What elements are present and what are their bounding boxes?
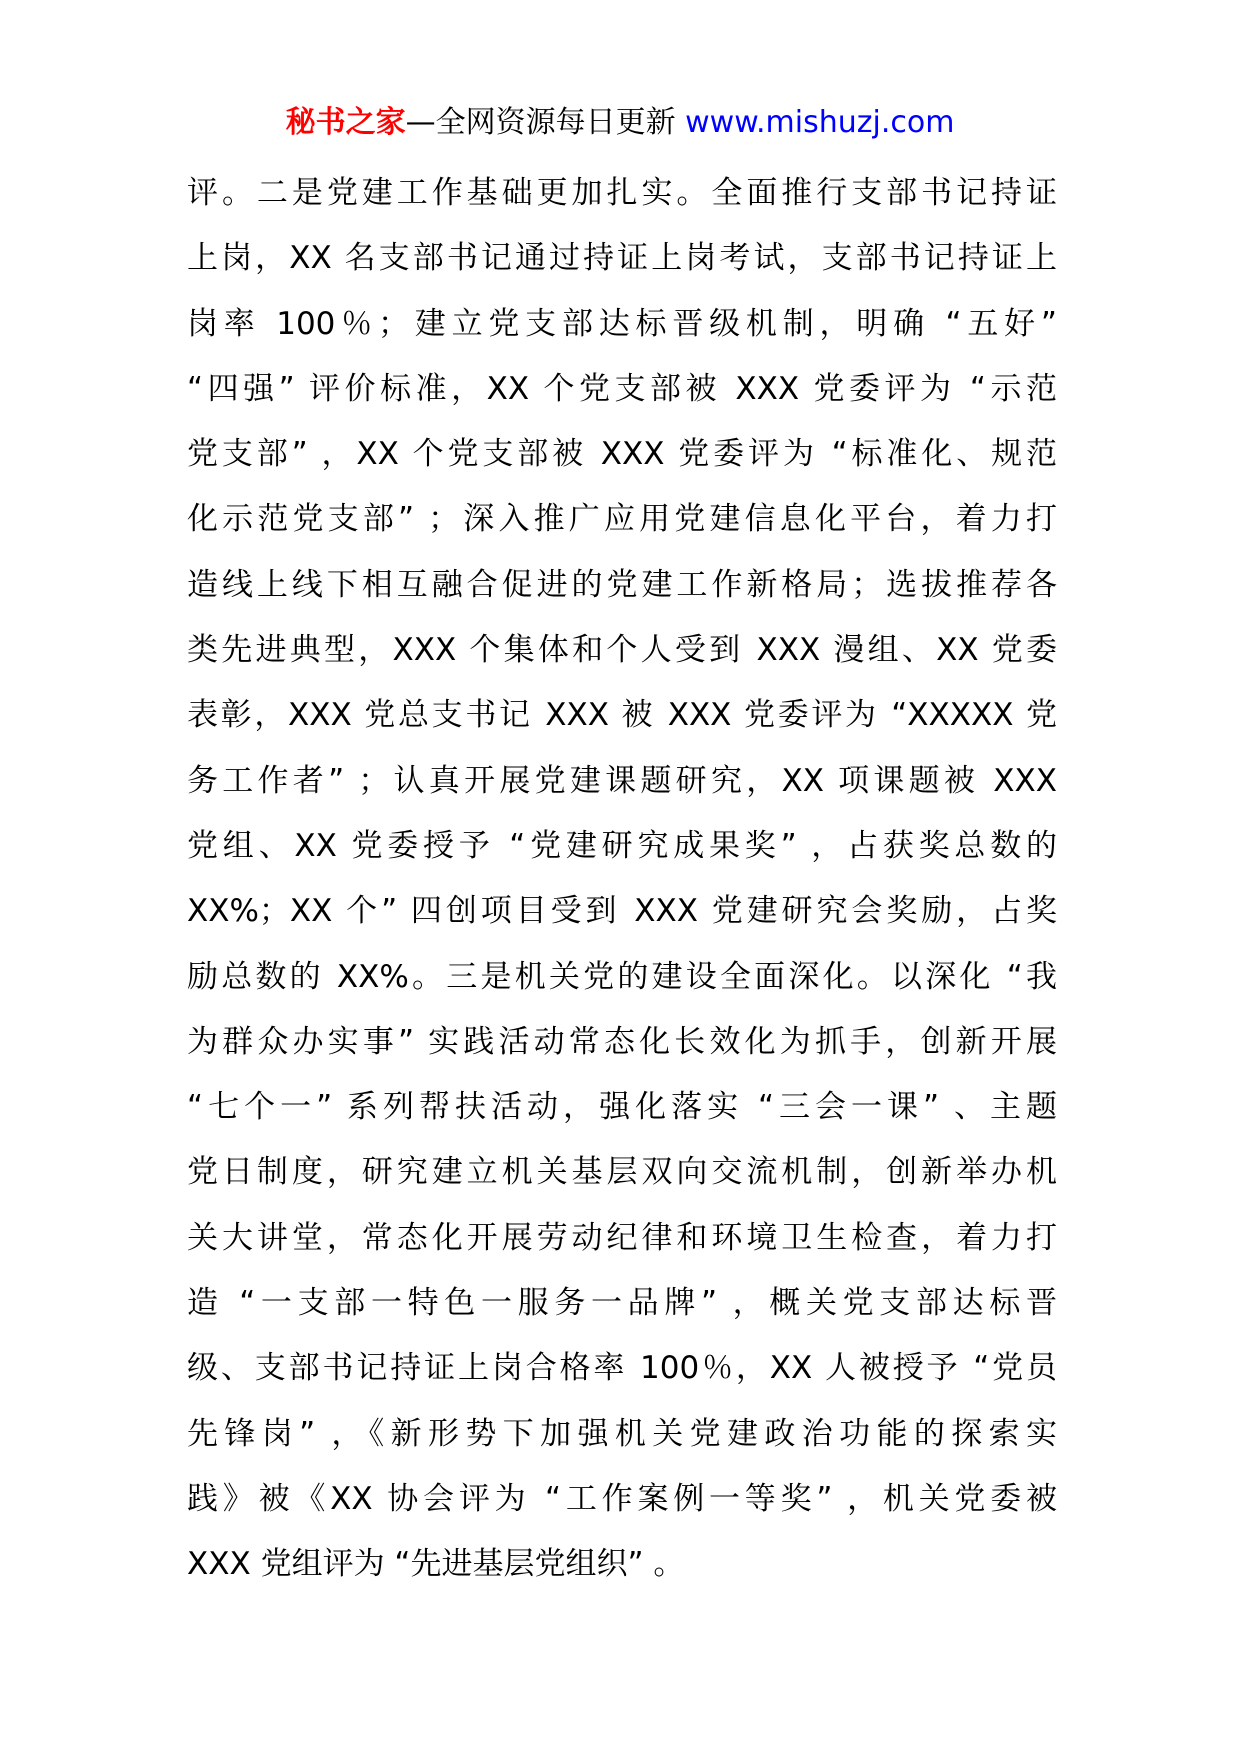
text-line: 党支部” ，XX 个党支部被 XXX 党委评为 “标准化、规范 bbox=[187, 436, 1057, 473]
document-body bbox=[187, 161, 1057, 1598]
text-line: XX%；XX 个” 四创项目受到 XXX 党建研究会奖励，占奖 bbox=[187, 893, 1057, 930]
brand-name: 秘书之家 bbox=[285, 105, 406, 140]
text-line: 表彰，XXX 党总支书记 XXX 被 XXX 党委评为 “XXXXX 党 bbox=[187, 697, 1057, 734]
text-line: 党日制度，研究建立机关基层双向交流机制，创新举办机 bbox=[187, 1154, 1057, 1191]
text-line: “四强” 评价标准，XX 个党支部被 XXX 党委评为 “示范 bbox=[187, 370, 1057, 407]
text-line: 上岗，XX 名支部书记通过持证上岗考试，支部书记持证上 bbox=[187, 240, 1057, 277]
site-url-link[interactable]: www.mishuzj.com bbox=[685, 105, 955, 140]
text-line: 化示范党支部” ；深入推广应用党建信息化平台，着力打 bbox=[187, 501, 1057, 538]
text-line: 先锋岗” ，《新形势下加强机关党建政治功能的探索实 bbox=[187, 1415, 1057, 1452]
text-line: 造 “一支部一特色一服务一品牌” ，概关党支部达标晋 bbox=[187, 1285, 1057, 1322]
text-line: 践》被《XX 协会评为 “工作案例一等奖” ，机关党委被 bbox=[187, 1480, 1057, 1517]
text-line: 类先进典型，XXX 个集体和个人受到 XXX 漫组、XX 党委 bbox=[187, 632, 1057, 669]
page-header bbox=[0, 98, 1240, 148]
text-line: “七个一” 系列帮扶活动，强化落实 “三会一课” 、主题 bbox=[187, 1089, 1057, 1126]
text-line: 励总数的 XX%。三是机关党的建设全面深化。以深化 “我 bbox=[187, 958, 1057, 995]
text-line: 为群众办实事” 实践活动常态化长效化为抓手，创新开展 bbox=[187, 1023, 1057, 1060]
text-line: 级、支部书记持证上岗合格率 100％，XX 人被授予 “党员 bbox=[187, 1350, 1057, 1387]
text-line: 关大讲堂，常态化开展劳动纪律和环境卫生检查，着力打 bbox=[187, 1219, 1057, 1256]
text-line: 务工作者” ；认真开展党建课题研究，XX 项课题被 XXX bbox=[187, 762, 1057, 799]
text-line: 造线上线下相互融合促进的党建工作新格局；选拔推荐各 bbox=[187, 566, 1057, 603]
text-line: 党组、XX 党委授予 “党建研究成果奖” ，占获奖总数的 bbox=[187, 827, 1057, 864]
text-line: 评。二是党建工作基础更加扎实。全面推行支部书记持证 bbox=[187, 175, 1057, 211]
header-tagline: —全网资源每日更新 bbox=[405, 105, 686, 140]
text-line: 岗率 100％；建立党支部达标晋级机制，明确 “五好” bbox=[187, 305, 1057, 342]
text-line-last: XXX 党组评为 “先进基层党组织” 。 bbox=[187, 1546, 685, 1583]
